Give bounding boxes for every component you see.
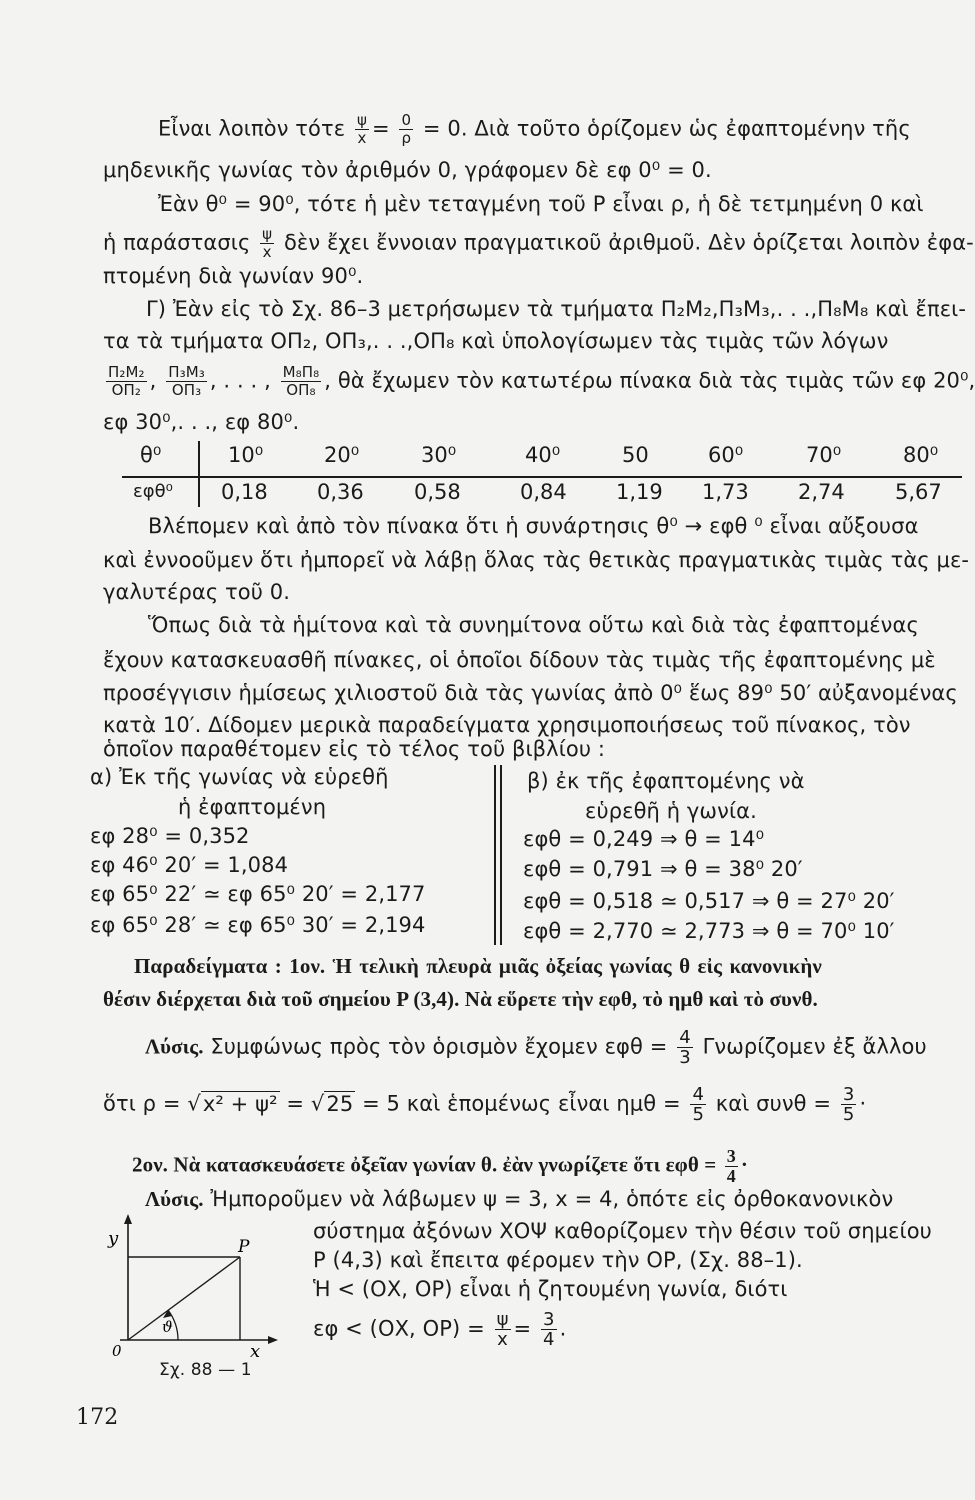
paragraph-5-line-3: προσέγγισιν ἡμίσεως χιλιοστοῦ διὰ τὰς γωνίας ἀπὸ 0⁰ ἕως 89⁰ 50′ αὐξανομένας <box>103 681 958 705</box>
paragraph-3-line-2: τα τὰ τμήματα ΟΠ₂, ΟΠ₃,. . .,ΟΠ₈ καὶ ὑπολογίσωμεν τὰς τιμὰς τῶν λόγων <box>103 329 889 353</box>
radicand-2: 25 <box>326 1091 354 1116</box>
ratio-1: $\frac{\text{Π₂Μ₂}}{\text{ΟΠ₂}}$ <box>108 363 145 399</box>
examples-right-row: εφθ = 0,791 ⇒ θ = 38⁰ 20′ <box>523 857 803 881</box>
fraction-psi-over-x: $\frac{\psi}{x}$ <box>262 225 273 261</box>
fraction-3-over-5: $\frac{3}{5}$ <box>842 1084 855 1125</box>
paragraph-2-line-3: πτομένη διὰ γωνίαν 90⁰. <box>103 264 364 288</box>
examples-right-heading-1: β) ἐκ τῆς ἐφαπτομένης νὰ <box>527 769 805 793</box>
label-p: P <box>238 1237 250 1257</box>
label-y: y <box>108 1228 119 1249</box>
x-axis-arrow <box>268 1336 278 1344</box>
figure-88-1 <box>100 1210 300 1380</box>
fraction-4-over-3: $\frac{4}{3}$ <box>679 1027 691 1068</box>
paragraph-4-line-2: καὶ ἐννοοῦμεν ὅτι ἠμπορεῖ νὰ λάβῃ ὅλας τὰς θετικὰς πραγματικὰς τιμὰς τὰς με- <box>103 548 970 572</box>
paragraph-4-line-3: γαλυτέρας τοῦ 0. <box>103 580 290 604</box>
table-cell: 1,19 <box>616 480 663 504</box>
solution-label: Λύσις. <box>145 1034 204 1059</box>
table-cell: 80⁰ <box>903 443 939 467</box>
paragraph-3-line-3: $\frac{\text{Π₂Μ₂}}{\text{ΟΠ₂}}$ , $\frac{\text{Π₃Μ₃}}{\text{ΟΠ₃}}$ , . . . , $\frac{\text{Μ₈Π₈}}{\text{ΟΠ₈}}$ , θὰ ἔχωμεν τὸν κατωτέρω πίνακα διὰ τὰς τιμὰς τῶν εφ 20⁰, <box>108 363 975 399</box>
examples-left-row: εφ 28⁰ = 0,352 <box>90 824 250 848</box>
table-cell: 2,74 <box>798 480 845 504</box>
examples-left-heading-2: ἡ ἐφαπτομένη <box>178 795 327 819</box>
page-number: 172 <box>76 1405 119 1430</box>
table-cell: 0,58 <box>414 480 461 504</box>
segment-op <box>128 1257 240 1340</box>
examples-left-row: εφ 46⁰ 20′ = 1,084 <box>90 853 289 877</box>
fraction-0-over-rho: $\frac{0}{\rho}$ <box>401 111 412 147</box>
y-axis-arrow <box>124 1214 132 1224</box>
example-2-line: 2ον. Νὰ κατασκευάσετε ὀξεῖαν γωνίαν θ. ἐὰν γνωρίζετε ὅτι εφθ = $\frac{3}{4}$ · <box>132 1146 748 1186</box>
fraction-3-over-4-2: $\frac{3}{4}$ <box>543 1309 555 1350</box>
label-theta: ϑ <box>162 1318 173 1336</box>
example-1-solution-line-1: Λύσις. Συμφώνως πρὸς τὸν ὁρισμὸν ἔχομεν εφθ = $\frac{4}{3}$ Γνωρίζομεν ἐξ ἄλλου <box>145 1027 927 1068</box>
example-2-solution-line-2: σύστημα ἀξόνων ΧΟΨ καθορίζομεν τὴν θέσιν τοῦ σημείου <box>313 1219 932 1243</box>
solution-label-2: Λύσις. <box>145 1187 204 1211</box>
angle-arc-arrow <box>163 1310 172 1318</box>
column-separator-left <box>494 765 496 945</box>
examples-right-row: εφθ = 0,249 ⇒ θ = 14⁰ <box>523 827 765 851</box>
radical-sign: √ <box>310 1091 325 1116</box>
table-label-theta: θ⁰ <box>140 443 162 467</box>
table-label-tan: εφθ⁰ <box>133 481 173 502</box>
paragraph-5-line-5: ὁποῖον παραθέτομεν εἰς τὸ τέλος τοῦ βιβλίου : <box>103 737 606 761</box>
example-2-title: 2ον. <box>132 1152 169 1177</box>
table-cell: 30⁰ <box>421 443 457 467</box>
example-2-solution-line-4: Ἡ < (ΟΧ, ΟΡ) εἶναι ἡ ζητουμένη γωνία, διότι <box>313 1277 788 1301</box>
label-x: x <box>250 1341 261 1362</box>
examples-left-heading-1: α) Ἐκ τῆς γωνίας νὰ εὑρεθῆ <box>90 765 389 789</box>
examples-right-row: εφθ = 0,518 ≃ 0,517 ⇒ θ = 27⁰ 20′ <box>523 889 895 913</box>
paragraph-5-line-4: κατὰ 10′. Δίδομεν μερικὰ παραδείγματα χρησιμοποιήσεως τοῦ πίνακος, τὸν <box>103 713 911 737</box>
example-1-line-1: Παραδείγματα : 1ον. Ἡ τελικὴ πλευρὰ μιᾶς ὀξείας γωνίας θ εἰς κανονικὴν <box>134 954 822 978</box>
table-cell: 0,36 <box>317 480 364 504</box>
paragraph-5-line-2: ἔχουν κατασκευασθῆ πίνακες, οἱ ὁποῖοι δίδουν τὰς τιμὰς τῆς ἐφαπτομένης μὲ <box>103 648 936 672</box>
example-1-title: Παραδείγματα : 1ον. <box>134 954 326 978</box>
table-row-angles <box>0 441 975 469</box>
ratio-3: $\frac{\text{Μ₈Π₈}}{\text{ΟΠ₈}}$ <box>282 363 320 399</box>
ratio-2: $\frac{\text{Π₃Μ₃}}{\text{ΟΠ₃}}$ <box>168 363 205 399</box>
examples-right-heading-2: εὑρεθῆ ἡ γωνία. <box>585 799 757 823</box>
table-cell: 50 <box>622 443 649 467</box>
paragraph-3-line-4: εφ 30⁰,. . ., εφ 80⁰. <box>103 410 300 434</box>
paragraph-2-line-1: Ἐὰν θ⁰ = 90⁰, τότε ἡ μὲν τεταγμένη τοῦ Ρ εἶναι ρ, ἡ δὲ τετμημένη 0 καὶ <box>158 192 924 216</box>
fraction-4-over-5: $\frac{4}{5}$ <box>692 1084 704 1125</box>
table-cell: 1,73 <box>702 480 749 504</box>
radical-sign: √ <box>187 1091 201 1116</box>
example-2-solution-line-3: Ρ (4,3) καὶ ἔπειτα φέρομεν τὴν ΟΡ, (Σχ. 88–1). <box>313 1248 803 1272</box>
paragraph-2-line-2: ἡ παράστασις $\frac{\psi}{x}$ δὲν ἔχει ἔννοιαν πραγματικοῦ ἀριθμοῦ. Δὲν ὁρίζεται λοιπὸν ἐφα- <box>103 225 974 261</box>
column-separator-right <box>500 765 502 945</box>
table-cell: 10⁰ <box>228 443 264 467</box>
example-1-solution-line-2: ὅτι ρ = √x² + ψ² = √25 = 5 καὶ ἑπομένως εἶναι ημθ = $\frac{4}{5}$ καὶ συνθ = $\frac{3}{5}$ · <box>103 1084 867 1125</box>
table-cell: 0,84 <box>520 480 567 504</box>
table-cell: 60⁰ <box>708 443 744 467</box>
examples-left-row: εφ 65⁰ 22′ ≃ εφ 65⁰ 20′ = 2,177 <box>90 882 426 906</box>
examples-left-row: εφ 65⁰ 28′ ≃ εφ 65⁰ 30′ = 2,194 <box>90 913 426 937</box>
example-1-line-2: θέσιν διέρχεται διὰ τοῦ σημείου Ρ (3,4). Νὰ εὕρετε τὴν εφθ, τὸ ημθ καὶ τὸ συνθ. <box>103 987 818 1011</box>
paragraph-4-line-1: Βλέπομεν καὶ ἀπὸ τὸν πίνακα ὅτι ἡ συνάρτησις θ⁰ → εφθ ⁰ εἶναι αὔξουσα <box>148 514 919 538</box>
example-2-solution-line-5: εφ < (ΟΧ, ΟΡ) = $\frac{\psi}{x}$ = $\frac{3}{4}$ . <box>313 1309 567 1350</box>
fraction-3-over-4: $\frac{3}{4}$ <box>726 1146 736 1186</box>
figure-caption: Σχ. 88 — 1 <box>159 1360 252 1380</box>
table-cell: 20⁰ <box>324 443 360 467</box>
table-cell: 40⁰ <box>525 443 561 467</box>
paragraph-1-line-1: Εἶναι λοιπὸν τότε $\frac{\psi}{x}$ = $\frac{0}{\rho}$ = 0. Διὰ τοῦτο ὁρίζομεν ὡς ἐφαπτομένην τῆς <box>158 111 911 147</box>
example-2-solution-line-1: Λύσις. Ἠμποροῦμεν νὰ λάβωμεν ψ = 3, x = 4, ὁπότε εἰς ὀρθοκανονικὸν <box>145 1187 894 1211</box>
fraction-y-over-x: $\frac{\psi}{x}$ <box>356 111 367 147</box>
paragraph-1-line-2: μηδενικῆς γωνίας τὸν ἀριθμόν 0, γράφομεν δὲ εφ 0⁰ = 0. <box>103 158 712 182</box>
paragraph-5-line-1: Ὅπως διὰ τὰ ἡμίτονα καὶ τὰ συνημίτονα οὕτω καὶ διὰ τὰς ἐφαπτομένας <box>148 613 919 637</box>
examples-right-row: εφθ = 2,770 ≃ 2,773 ⇒ θ = 70⁰ 10′ <box>523 919 895 943</box>
label-o: 0 <box>112 1342 122 1360</box>
fraction-psi-over-x-2: $\frac{\psi}{x}$ <box>496 1309 509 1350</box>
radicand-1: x² + ψ² <box>202 1091 278 1116</box>
table-cell: 5,67 <box>895 480 942 504</box>
table-row-values <box>0 478 975 506</box>
paragraph-3-line-1: Γ) Ἐὰν εἰς τὸ Σχ. 86–3 μετρήσωμεν τὰ τμήματα Π₂Μ₂,Π₃Μ₃,. . .,Π₈Μ₈ καὶ ἔπει- <box>146 297 967 321</box>
table-cell: 0,18 <box>221 480 268 504</box>
table-cell: 70⁰ <box>806 443 842 467</box>
